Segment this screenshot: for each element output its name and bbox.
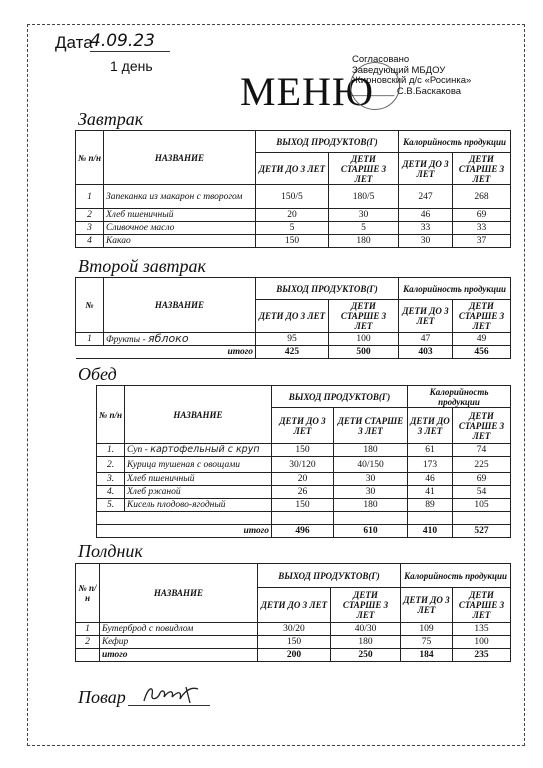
col-name: НАЗВАНИЕ [104, 131, 256, 185]
col-output: ВЫХОД ПРОДУКТОВ(Г) [256, 131, 399, 153]
col-num: № п/н [76, 564, 100, 623]
cook-label: Повар [78, 687, 126, 707]
col-under3: ДЕТИ ДО 3 ЛЕТ [258, 588, 331, 623]
total-row: итого 496 610 410 527 [97, 525, 511, 538]
col-calories: Калорийность продукции [408, 386, 511, 408]
col-calories: Калорийность продукции [399, 278, 511, 300]
col-over3: ДЕТИ СТАРШЕ 3 ЛЕТ [453, 408, 511, 444]
table-row: 4. Хлеб ржаной 26 30 41 54 [97, 486, 511, 499]
col-name: НАЗВАНИЕ [100, 564, 258, 623]
approval-line: ________ С.В.Баскакова [352, 85, 462, 97]
snack-table [75, 563, 511, 662]
col-over3: ДЕТИ СТАРШЕ 3 ЛЕТ [453, 153, 511, 185]
col-calories: Калорийность продукции [399, 131, 511, 153]
col-over3: ДЕТИ СТАРШЕ 3 ЛЕТ [329, 300, 399, 333]
col-output: ВЫХОД ПРОДУКТОВ(Г) [272, 386, 408, 408]
approval-line: Согласовано [352, 54, 410, 65]
table-row: 5. Кисель плодово-ягодный 150 180 89 105 [97, 499, 511, 512]
table-row: 3 Сливочное масло 5 5 33 33 [76, 222, 511, 235]
approval-stamp [352, 55, 471, 97]
section-title-second-breakfast: Второй завтрак [78, 256, 206, 276]
table-row: 2 Кефир 150 180 75 100 [76, 636, 511, 649]
table-row: 3. Хлеб пшеничный 20 30 46 69 [97, 473, 511, 486]
page-title: МЕНЮ [240, 69, 374, 114]
col-num: № п/н [76, 131, 104, 185]
section-title-breakfast: Завтрак [78, 109, 144, 129]
col-name: НАЗВАНИЕ [104, 278, 256, 333]
col-calories: Калорийность продукции [401, 564, 511, 588]
col-under3: ДЕТИ ДО 3 ЛЕТ [256, 153, 329, 185]
approval-line: Заведующий МБДОУ [352, 64, 446, 76]
section-title-lunch: Обед [78, 364, 117, 384]
table-row: 4 Какао 150 180 30 37 [76, 235, 511, 248]
col-over3: ДЕТИ СТАРШЕ 3 ЛЕТ [453, 588, 511, 623]
col-over3: ДЕТИ СТАРШЕ 3 ЛЕТ [453, 300, 511, 333]
date-value: 4.09.23 [90, 31, 170, 52]
section-title-snack: Полдник [78, 541, 143, 561]
col-over3: ДЕТИ СТАРШЕ 3 ЛЕТ [334, 408, 408, 444]
table-row: 2 Хлеб пшеничный 20 30 46 69 [76, 209, 511, 222]
handwritten-soup: картофельный с круп [150, 444, 260, 455]
col-output: ВЫХОД ПРОДУКТОВ(Г) [258, 564, 401, 588]
col-num: № п/н [97, 386, 125, 444]
table-row: 1 Бутерброд с повидлом 30/20 40/30 109 135 [76, 623, 511, 636]
col-num: № [76, 278, 104, 333]
col-under3: ДЕТИ ДО 3 ЛЕТ [256, 300, 329, 333]
approval-line: Жирновский д/с «Росинка» [352, 75, 472, 86]
col-under3: ДЕТИ ДО 3 ЛЕТ [272, 408, 334, 444]
table-row: 1 Фрукты - яблоко 95 100 47 49 [76, 333, 511, 346]
col-over3: ДЕТИ СТАРШЕ 3 ЛЕТ [329, 153, 399, 185]
col-output: ВЫХОД ПРОДУКТОВ(Г) [256, 278, 399, 300]
cook-signature [140, 683, 202, 705]
total-row: итого 425 500 403 456 [76, 346, 511, 359]
col-under3: ДЕТИ ДО 3 ЛЕТ [399, 153, 453, 185]
breakfast-table [75, 130, 511, 248]
date-label: Дата [55, 33, 93, 52]
table-row: 1. Суп - картофельный с круп 150 180 61 74 [97, 444, 511, 457]
table-row: 1 Запеканка из макарон с творогом 150/5 180/5 247 268 [76, 185, 511, 209]
total-row: итого 200 250 184 235 [76, 649, 511, 662]
col-under3: ДЕТИ ДО 3 ЛЕТ [401, 588, 453, 623]
col-under3: ДЕТИ ДО 3 ЛЕТ [399, 300, 453, 333]
second-breakfast-table [75, 277, 511, 359]
spacer-row [97, 512, 511, 525]
col-over3: ДЕТИ СТАРШЕ 3 ЛЕТ [331, 588, 401, 623]
table-row: 2. Курица тушеная с овощами 30/120 40/150 173 225 [97, 457, 511, 473]
signature-line [128, 705, 210, 706]
lunch-table [96, 385, 511, 538]
col-under3: ДЕТИ ДО 3 ЛЕТ [408, 408, 453, 444]
handwritten-fruit: яблоко [148, 331, 189, 345]
day-label: 1 день [110, 58, 153, 74]
col-name: НАЗВАНИЕ [125, 386, 272, 444]
